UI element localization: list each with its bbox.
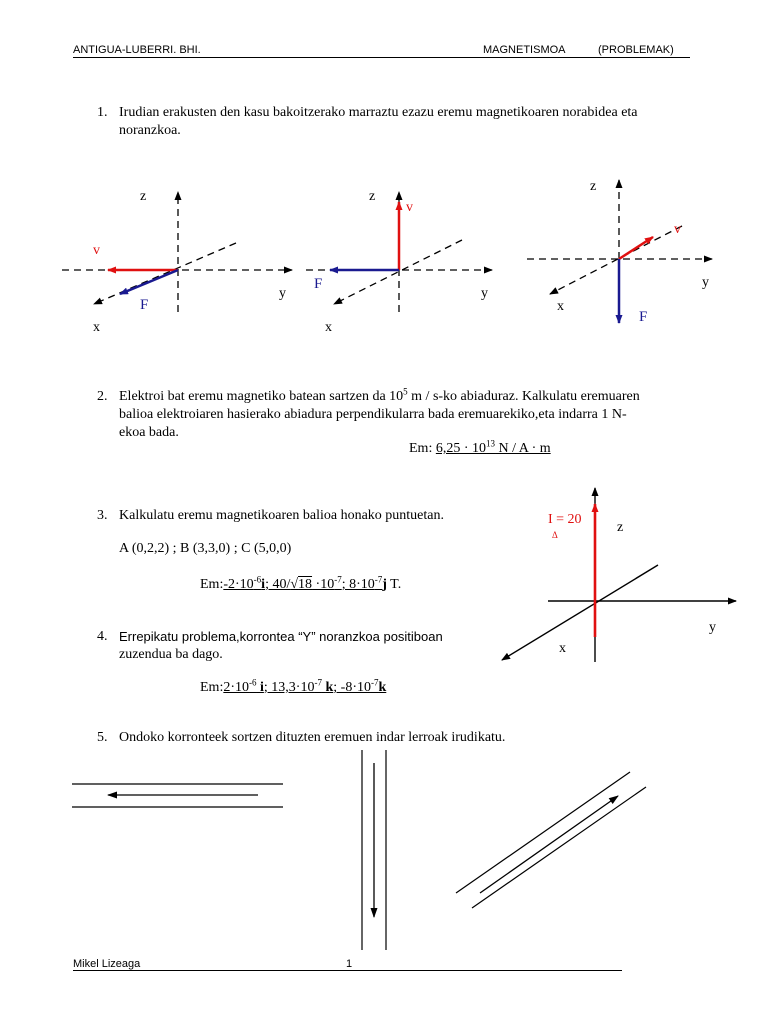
- diagram-4-delta-label: Δ: [552, 530, 558, 540]
- conductor-diagonal: [456, 772, 646, 908]
- problem-5-number: 5.: [97, 730, 108, 745]
- problem-3-diagram: [490, 480, 760, 670]
- header-rule: [73, 57, 690, 58]
- conductor-diagonal-arrow: [480, 796, 618, 893]
- diagram-1-f-arrow: [120, 270, 178, 294]
- diagram-3-v-arrow: [619, 237, 653, 259]
- problem-5-line1: Ondoko korronteek sortzen dituzten eremuen indar lerroak irudikatu.: [119, 730, 506, 745]
- problem-2-answer: Em: $6,25 \cdot 10^{13}$ N / A · m: [409, 438, 551, 456]
- diagram-1: [62, 189, 292, 335]
- diagram-2-f-label: F: [314, 276, 323, 292]
- conductor-vertical: [362, 750, 386, 950]
- problem-4-answer: $Em:2\cdot 10^{-6}$ i; $13,3\cdot 10^{-7}$ k; $-8\cdot 10^{-7}k$: [200, 677, 387, 695]
- diagram-4-z-label: z: [617, 520, 624, 535]
- problem-4-number: 4.: [97, 629, 108, 644]
- diagram-4-y-label: y: [709, 620, 716, 635]
- diagram-3-f-label: F: [639, 309, 648, 325]
- diagram-1-f-label: F: [140, 297, 149, 313]
- diagram-2-y-label: y: [481, 286, 488, 301]
- diagram-2: [306, 189, 492, 335]
- problem-3-line1: Kalkulatu eremu magnetikoaren balioa honako puntuetan.: [119, 508, 445, 523]
- problem-1-diagrams: [0, 170, 768, 340]
- diagram-1-x-axis: [94, 243, 236, 304]
- problem-1-line1: Irudian erakusten den kasu bakoitzerako marraztu ezazu eremu magnetikoaren norabidea eta: [119, 105, 638, 120]
- diagram-3-x-label: x: [557, 299, 564, 314]
- diagram-3-x-axis: [550, 226, 682, 294]
- problem-1-number: 1.: [97, 105, 108, 120]
- diagram-4-x-axis: [502, 565, 658, 660]
- conductor-horizontal: [72, 784, 283, 807]
- diagram-1-z-label: z: [140, 189, 147, 204]
- problem-3-number: 3.: [97, 508, 108, 523]
- problem-2-line3: ekoa bada.: [119, 425, 179, 440]
- diagram-2-x-label: x: [325, 320, 332, 335]
- problem-2-number: 2.: [97, 389, 108, 404]
- footer-author: Mikel Lizeaga: [73, 958, 141, 970]
- footer-page-number: 1: [346, 958, 353, 970]
- problem-4-line2: zuzendua ba dago.: [119, 647, 223, 662]
- header-topic: MAGNETISMOA: [483, 44, 566, 56]
- diagram-4-x-label: x: [559, 641, 566, 656]
- diagram-4-current-label: I = 20: [548, 512, 582, 527]
- diagram-3: [527, 179, 712, 325]
- header-school: ANTIGUA-LUBERRI. BHI.: [73, 44, 201, 56]
- header-type: (PROBLEMAK): [598, 44, 674, 56]
- problem-1-line2: noranzkoa.: [119, 123, 181, 138]
- problem-2-line1: Elektroi bat eremu magnetiko batean sartzen da $10^5$ m / s-ko abiaduraz. Kalkulatu eremuaren: [119, 386, 640, 404]
- diagram-3-z-label: z: [590, 179, 597, 194]
- diagram-2-v-label: v: [406, 200, 413, 215]
- diagram-1-x-label: x: [93, 320, 100, 335]
- problem-5-diagrams: [0, 745, 768, 955]
- diagram-3-v-label: v: [674, 222, 681, 237]
- diagram-1-v-label: v: [93, 243, 100, 258]
- diagram-1-y-label: y: [279, 286, 286, 301]
- problem-4-line1: Errepikatu problema,korrontea “Y” noranzkoa positiboan: [119, 629, 443, 644]
- footer-rule: [73, 970, 622, 971]
- problem-3-answer: $Em:-2\cdot 10^{-6}i$; $40/√18 \cdot 10^{-7}$; $8\cdot 10^{-7}j$ T.: [200, 574, 402, 592]
- diagram-2-z-label: z: [369, 189, 376, 204]
- diagram-3-y-label: y: [702, 275, 709, 290]
- problem-3-points: A (0,2,2) ; B (3,3,0) ; C (5,0,0): [119, 541, 292, 556]
- problem-2-line2: balioa elektroiaren hasierako abiadura perpendikularra bada eremuarekiko,eta indarra 1 N-: [119, 407, 627, 422]
